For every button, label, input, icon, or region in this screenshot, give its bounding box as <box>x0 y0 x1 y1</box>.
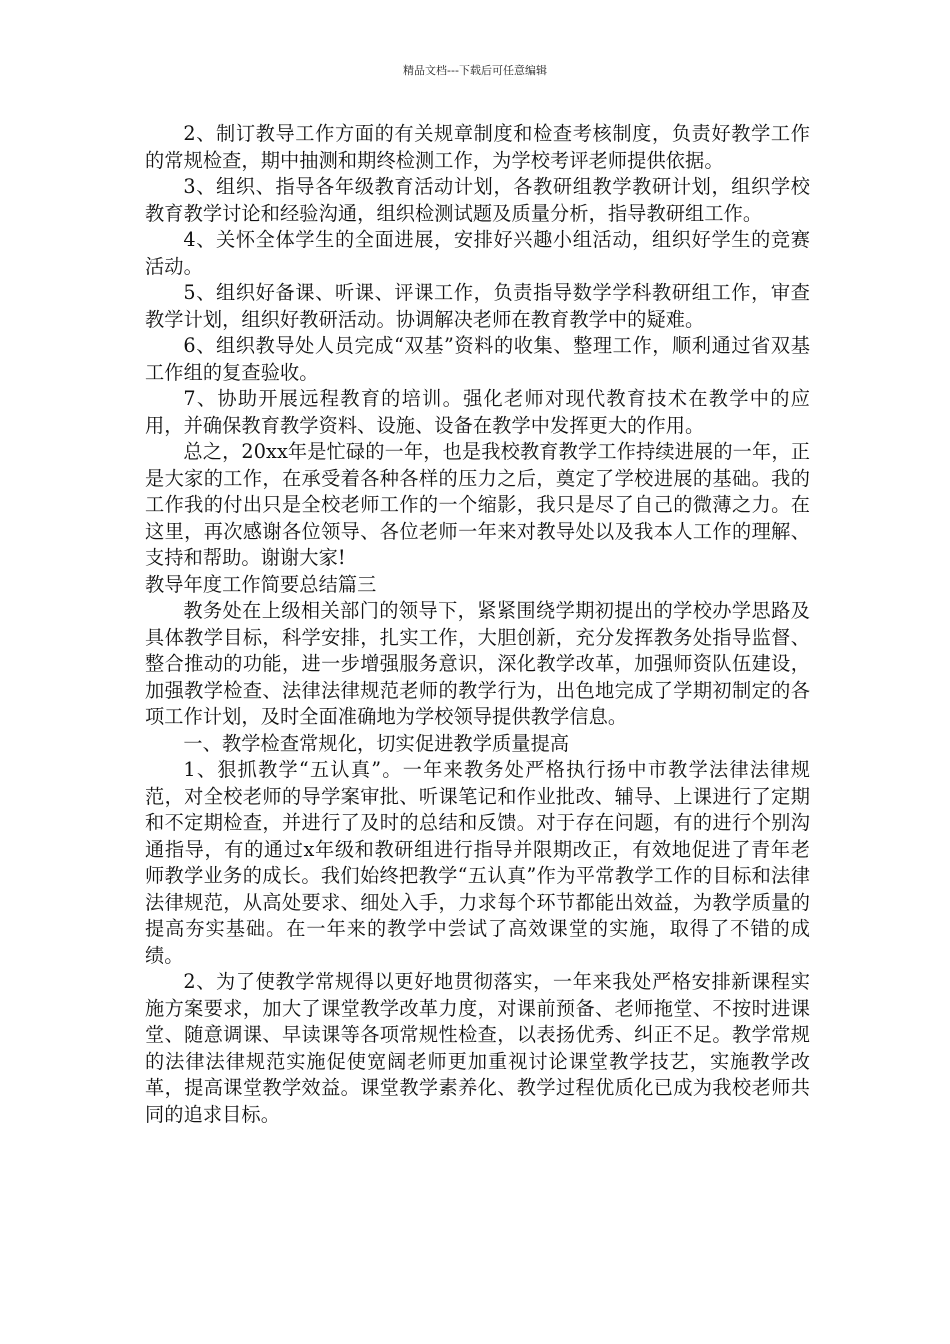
paragraph-point-2: 2、为了使教学常规得以更好地贯彻落实，一年来我处严格安排新课程实施方案要求，加大了课堂教学改革力度，对课前预备、老师拖堂、不按时进课堂、随意调课、早读课等各项常规性检查，以表扬优秀、纠正不足。教学常规的法律法律规范实施促使宽阔老师更加重视讨论课堂教学技艺，实施教学改革，提高课堂教学效益。课堂教学素养化、教学过程优质化已成为我校老师共同的追求目标。 <box>145 970 810 1126</box>
paragraph-item-5: 5、组织好备课、听课、评课工作，负责指导数学学科教研组工作，审查教学计划，组织好教研活动。协调解决老师在教育教学中的疑难。 <box>145 281 810 331</box>
document-body <box>145 121 810 1128</box>
paragraph-item-6: 6、组织教导处人员完成“双基”资料的收集、整理工作，顺利通过省双基工作组的复查验收。 <box>145 334 810 384</box>
page-header: 精品文档---下载后可任意编辑 <box>403 64 547 77</box>
paragraph-item-7: 7、协助开展远程教育的培训。强化老师对现代教育技术在教学中的应用，并确保教育教学资料、设施、设备在教学中发挥更大的作用。 <box>145 387 810 437</box>
paragraph-intro: 教务处在上级相关部门的领导下，紧紧围绕学期初提出的学校办学思路及具体教学目标，科学安排，扎实工作，大胆创新，充分发挥教务处指导监督、整合推动的功能，进一步增强服务意识，深化教学改革，加强师资队伍建设，加强教学检查、法律法律规范老师的教学行为，出色地完成了学期初制定的各项工作计划，及时全面准确地为学校领导提供教学信息。 <box>145 599 810 728</box>
paragraph-item-3: 3、组织、指导各年级教育活动计划，各教研组教学教研计划，组织学校教育教学讨论和经验沟通，组织检测试题及质量分析，指导教研组工作。 <box>145 175 810 225</box>
paragraph-item-4: 4、关怀全体学生的全面进展，安排好兴趣小组活动，组织好学生的竞赛活动。 <box>145 228 810 278</box>
section-title: 教导年度工作简要总结篇三 <box>145 572 377 596</box>
paragraph-summary: 总之，20xx年是忙碌的一年，也是我校教育教学工作持续进展的一年，正是大家的工作，在承受着各种各样的压力之后，奠定了学校进展的基础。我的工作我的付出只是全校老师工作的一个缩影，我只是尽了自己的微薄之力。在这里，再次感谢各位领导、各位老师一年来对教导处以及我本人工作的理解、支持和帮助。谢谢大家! <box>145 440 810 569</box>
paragraph-point-1: 1、狠抓教学“五认真”。一年来教务处严格执行扬中市教学法律法律规范，对全校老师的导学案审批、听课笔记和作业批改、辅导、上课进行了定期和不定期检查，并进行了及时的总结和反馈。对于存在问题，有的进行个别沟通指导，有的通过x年级和教研组进行指导并限期改正，有效地促进了青年老师教学业务的成长。我们始终把教学“五认真”作为平常教学工作的目标和法律法律规范，从高处要求、细处入手，力求每个环节都能出效益，为教学质量的提高夯实基础。在一年来的教学中尝试了高效课堂的实施，取得了不错的成绩。 <box>145 758 810 967</box>
subsection-heading: 一、教学检查常规化，切实促进教学质量提高 <box>183 731 570 755</box>
paragraph-item-2: 2、制订教导工作方面的有关规章制度和检查考核制度，负责好教学工作的常规检查，期中抽测和期终检测工作，为学校考评老师提供依据。 <box>145 122 810 172</box>
